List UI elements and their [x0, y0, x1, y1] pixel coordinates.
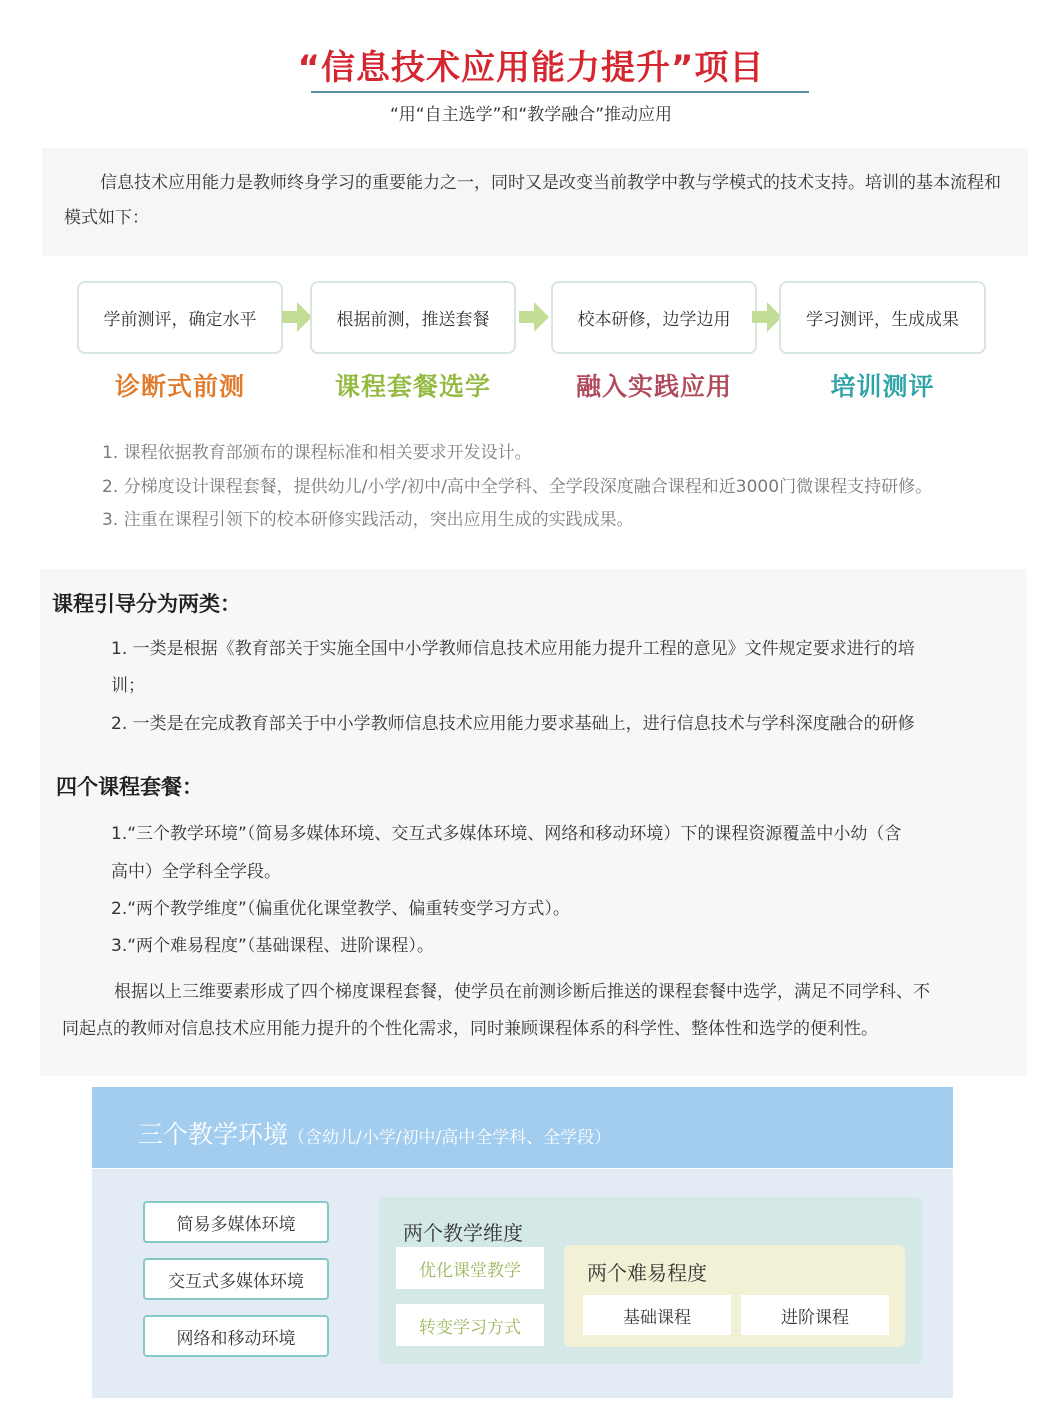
- guide-item-1-line-1: 1. 一类是根据《教育部关于实施全国中小学教师信息技术应用能力提升工程的意见》文件规定要求进行的培: [111, 639, 915, 659]
- difficulty-title: 两个难易程度: [587, 1261, 707, 1285]
- environment-box: 网络和移动环境: [143, 1315, 329, 1357]
- guide-item-2: 2. 一类是在完成教育部关于中小学教师信息技术应用能力要求基础上，进行信息技术与学科深度融合的研修: [111, 714, 915, 734]
- note-item: 2. 分梯度设计课程套餐，提供幼儿/小学/初中/高中全学科、全学段深度融合课程和近3000门微课程支持研修。: [102, 476, 933, 497]
- package-summary-line-1: 根据以上三维要素形成了四个梯度课程套餐，使学员在前测诊断后推送的课程套餐中选学，满足不同学科、不: [114, 982, 930, 1002]
- flow-step-4: 学习测评，生成成果: [779, 281, 986, 354]
- packages-heading: 四个课程套餐：: [56, 775, 203, 799]
- environment-box: 交互式多媒体环境: [143, 1258, 329, 1300]
- environment-box: 简易多媒体环境: [143, 1201, 329, 1243]
- package-item-2: 2.“两个教学维度”（偏重优化课堂教学、偏重转变学习方式）。: [111, 899, 570, 919]
- package-summary-line-2: 同起点的教师对信息技术应用能力提升的个性化需求，同时兼顾课程体系的科学性、整体性和选学的便利性。: [62, 1019, 878, 1039]
- guide-item-1-line-2: 训；: [111, 676, 145, 696]
- intro-text: 信息技术应用能力是教师终身学习的重要能力之一，同时又是改变当前教学中教与学模式的技术支持。培训的基本流程和模式如下：: [64, 173, 1001, 228]
- notes-list: [102, 437, 1032, 538]
- difficulty-box: 进阶课程: [741, 1295, 889, 1335]
- page-subtitle: “用“自主选学”和“教学融合”推动应用: [389, 105, 673, 125]
- dimension-title: 两个教学维度: [403, 1221, 523, 1245]
- dimension-box: 优化课堂教学: [396, 1247, 544, 1289]
- stage-label-2: 课程套餐选学: [334, 372, 491, 401]
- note-item: 1. 课程依据教育部颁布的课程标准和相关要求开发设计。: [102, 443, 532, 463]
- difficulty-panel: [564, 1245, 905, 1347]
- flow-step-3: 校本研修，边学边用: [551, 281, 757, 354]
- stage-label-1: 诊断式前测: [114, 372, 245, 401]
- stage-label-4: 培训测评: [830, 372, 935, 401]
- difficulty-box: 基础课程: [583, 1295, 731, 1335]
- stage-label-3: 融入实践应用: [575, 372, 732, 401]
- environment-subtitle: （含幼儿/小学/初中/高中全学科、全学段）: [288, 1128, 612, 1148]
- arrow-right-icon: [282, 302, 312, 332]
- package-item-3: 3.“两个难易程度”（基础课程、进阶课程）。: [111, 936, 434, 956]
- package-item-1-line-1: 1.“三个教学环境”（简易多媒体环境、交互式多媒体环境、网络和移动环境）下的课程资源覆盖中小幼（含: [111, 824, 902, 844]
- course-structure-diagram: [92, 1087, 953, 1398]
- arrow-right-icon: [519, 302, 549, 332]
- flow-step-1: 学前测评，确定水平: [77, 281, 283, 354]
- dimension-box: 转变学习方式: [396, 1304, 544, 1346]
- guide-heading: 课程引导分为两类：: [52, 592, 241, 616]
- arrow-right-icon: [752, 302, 782, 332]
- environment-header: [92, 1087, 953, 1169]
- page-title: “信息技术应用能力提升”项目: [297, 48, 765, 88]
- flow-step-2: 根据前测，推送套餐: [310, 281, 516, 354]
- course-guide-panel: [40, 569, 1027, 1076]
- title-divider: [311, 91, 809, 93]
- environment-title-group: [138, 1115, 611, 1151]
- note-item: 3. 注重在课程引领下的校本研修实践活动，突出应用生成的实践成果。: [102, 510, 634, 530]
- environment-title: 三个教学环境: [138, 1120, 289, 1149]
- package-item-1-line-2: 高中）全学科全学段。: [111, 862, 281, 882]
- dimension-panel: [379, 1197, 922, 1364]
- intro-panel: [42, 148, 1028, 256]
